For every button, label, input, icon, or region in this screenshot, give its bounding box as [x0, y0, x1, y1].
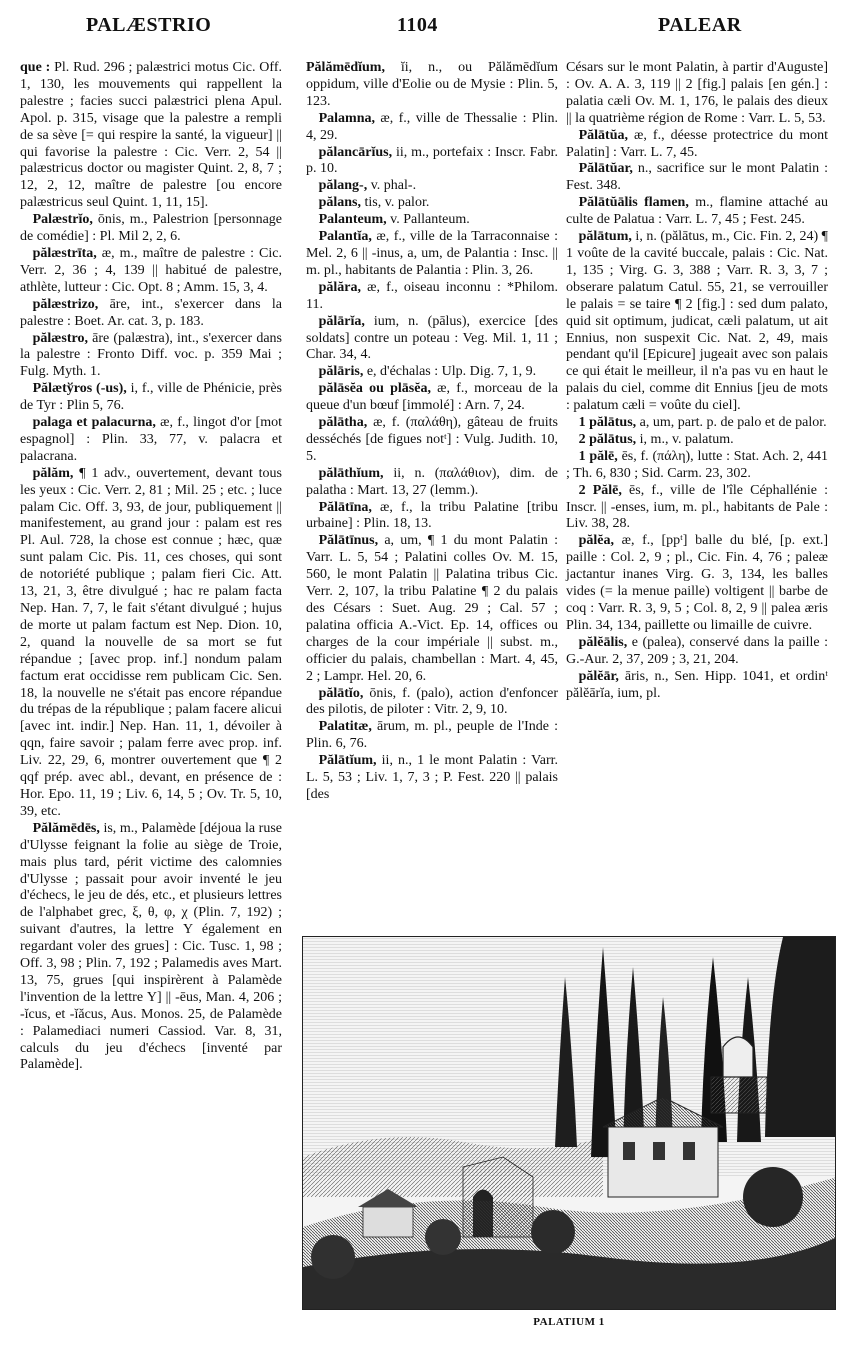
entry-definition: āris, n., Sen. Hipp. 1041, et ordinᵗ pălĕārĭa, ium, pl. — [566, 668, 828, 701]
entry-definition: tis, v. palor. — [361, 195, 430, 211]
dictionary-entry — [566, 533, 828, 634]
dictionary-entry — [20, 331, 282, 382]
dictionary-entry — [566, 161, 828, 195]
entry-headword: 1 pălātus, — [578, 415, 637, 431]
entry-headword: 2 Pălē, — [578, 482, 622, 498]
entry-definition: ii, n. (παλάθιον), dim. de palatha : Mart. 13, 27 (lemm.). — [306, 465, 558, 498]
dictionary-entry — [306, 178, 558, 195]
right-guide-word: PALEAR — [658, 14, 742, 36]
entry-headword: Pălātĭum, — [318, 753, 377, 769]
dictionary-entry — [566, 415, 828, 432]
dictionary-entry — [306, 381, 558, 415]
entry-definition: ēs, f. (πάλη), lutte : Stat. Ach. 2, 441 ; Th. 6, 830 ; Sid. Carm. 23, 302. — [566, 448, 828, 481]
left-column — [20, 60, 282, 1350]
dictionary-entry — [566, 449, 828, 483]
entry-definition: ōnis, m., Palestrion [personnage de comédie] : Pl. Mil 2, 2, 6. — [20, 212, 282, 245]
entry-headword: 2 pălātus, — [578, 431, 637, 447]
entry-definition: æ, f., ville de Thessalie : Plin. 4, 29. — [306, 110, 558, 143]
entry-headword: pălans, — [318, 195, 362, 211]
dictionary-entry — [20, 466, 282, 821]
entry-definition: Pl. Rud. 296 ; palæstrici motus Cic. Off. 1, 130, les mouvements qui rappellent la palestre ; facies succi palæstrici plena Apul. Apol. p. 315, visage que la palestre a rempli de sa sève [= qui respire la santé, la vigueur] || qui favorise la palestre : Cic. Verr. 2, 54 || palæstricus doctor ou magister Quint. 2, 8, 7 ; 12, 2, 12, maître de palestre [ou encore palæstricus seul Quint. 1, 11, 15]. — [20, 60, 282, 211]
dictionary-entry — [306, 533, 558, 685]
dictionary-entry — [20, 821, 282, 1075]
entry-headword: pălancārĭus, — [318, 144, 393, 160]
entry-headword: Pălămēdēs, — [32, 820, 100, 836]
entry-headword: pălæstro, — [32, 330, 88, 346]
entry-headword: pălātĭo, — [318, 685, 364, 701]
entry-definition: ēs, f., ville de l'île Céphallénie : Inscr. || -enses, ium, m. pl., habitants de Pale : Liv. 38, 28. — [566, 482, 829, 532]
dictionary-entry — [306, 719, 558, 753]
entry-headword: pălĕa, — [578, 533, 614, 549]
entry-headword: Palanteum, — [318, 212, 387, 228]
entry-headword: Pălātīna, — [318, 499, 372, 515]
dictionary-entry — [306, 500, 558, 534]
entry-headword: Palamna, — [318, 110, 375, 126]
entry-headword: Palantĭa, — [318, 229, 372, 245]
dictionary-entry — [566, 128, 828, 162]
right-column — [566, 60, 828, 928]
entry-definition: æ, f., [ppᵗ] balle du blé, [p. ext.] paille : Col. 2, 9 ; pl., Cic. Fin. 4, 76 ; paleæ jactantur inanes Virg. G. 3, 134, les balles vides (= la menue paille) voltigent || barbe de coq : Varr. R. 3, 9, 5 ; Col. 8, 2, 9 || palea æris Plin. 34, 134, paillette ou limaille de cuivre. — [566, 533, 828, 633]
dictionary-entry — [566, 483, 828, 534]
left-guide-word: PALÆSTRIO — [86, 14, 212, 36]
entry-definition: ii, n., 1 le mont Palatin : Varr. L. 5, 53 ; Liv. 1, 7, 3 ; P. Fest. 220 || palais [des — [306, 753, 558, 802]
entry-definition: n., sacrifice sur le mont Palatin : Fest. 348. — [566, 161, 828, 194]
entry-headword: Pălætўros (-us), — [32, 381, 127, 397]
figure-caption: PALATIUM 1 — [533, 1316, 605, 1328]
dictionary-entry — [306, 415, 558, 466]
entry-definition: a, um, ¶ 1 du mont Palatin : Varr. L. 5, 54 ; Palatini colles Ov. M. 15, 560, le mont Palatin || Palatina tribus Cic. Verr. 2, 107, la tribu Palatine ¶ 2 du palais des Césars : Suet. Aug. 29 ; Cal. 57 ; palatina officia A.-Vict. Ep. 14, offices ou charges de la cour impériale || subst. m., officier du palais, chambellan : Mart. 4, 45, 2 ; Lampr. Hel. 20, 6. — [306, 533, 558, 684]
entry-headword: Pălātŭa, — [578, 127, 628, 143]
dictionary-entry — [566, 229, 828, 415]
entry-headword: pălātha, — [318, 415, 368, 431]
dictionary-entry — [566, 635, 828, 669]
entry-definition: ārum, m. pl., peuple de l'Inde : Plin. 6, 76. — [306, 719, 558, 752]
entry-definition: v. Pallanteum. — [386, 212, 470, 228]
entry-headword: Pălātŭar, — [578, 161, 633, 177]
entry-headword: pălæstrīta, — [32, 245, 97, 261]
entry-definition: is, m., Palamède [déjoua la ruse d'Ulysse feignant la folie au siège de Troie, mais plus tard, périt victime des calomnies d'Ulysse ; passait pour avoir inventé le jeu d'échecs, le jeu de dés, etc., et plusieurs lettres de l'alphabet grec, ξ, θ, φ, χ (Plin. 7, 192) ; suivant d'autres, la lettre Υ également en regardant voler des grues] : Cic. Tusc. 1, 98 ; Off. 3, 98 ; Plin. 7, 192 ; Palamedis aves Mart. 13, 75, grues [qui inspirèrent à Palamède l'invention de la lettre Υ] || -ēus, Man. 4, 206 ; -ĭcus, et -ĭăcus, Aus. Monos. 25, de Palamède : Palamediaci numeri Cassiod. Var. 8, 31, calculs du jeu d'échecs [inventé par Palamède]. — [20, 820, 282, 1073]
entry-definition: a, um, part. p. de palo et de palor. — [636, 415, 827, 431]
entry-headword: pălāris, — [318, 364, 364, 380]
entry-headword: pălæstrizo, — [32, 296, 99, 312]
palatium-engraving — [302, 936, 836, 1310]
dictionary-entry — [566, 195, 828, 229]
entry-definition: e (palea), conservé dans la paille : G.-Aur. 2, 37, 209 ; 3, 21, 204. — [566, 634, 828, 667]
entry-headword: pălāsĕa ou plāsĕa, — [318, 381, 431, 397]
entry-headword: Pălātīnus, — [318, 533, 379, 549]
entry-definition: āre, int., s'exercer dans la palestre : Boet. Ar. cat. 3, p. 183. — [20, 296, 282, 329]
entry-definition: æ, f., ville de la Tarraconnaise : Mel. 2, 6 || -inus, a, um, de Palantia : Insc. || m. pl., habitants de Palantia : Plin. 3, 26. — [306, 229, 558, 278]
entry-headword: Pălātŭālis flamen, — [578, 195, 689, 211]
entry-definition: i, f., ville de Phénicie, près de Tyr : Plin 5, 76. — [20, 381, 282, 414]
entry-definition: v. phal-. — [367, 178, 417, 194]
entry-headword: Palatitæ, — [318, 719, 372, 735]
entry-headword: pălăra, — [318, 279, 361, 295]
entry-headword: pălĕār, — [578, 668, 619, 684]
dictionary-entry — [306, 60, 558, 111]
dictionary-entry — [566, 669, 828, 703]
dictionary-entry — [306, 212, 558, 229]
dictionary-entry — [20, 381, 282, 415]
dictionary-entry — [20, 212, 282, 246]
dictionary-entry — [306, 466, 558, 500]
entry-headword: pălāthĭum, — [318, 465, 384, 481]
dictionary-entry — [566, 60, 828, 128]
entry-headword: 1 pălē, — [578, 448, 618, 464]
entry-definition: ium, n. (pālus), exercice [des soldats] contre un poteau : Veg. Mil. 1, 11 ; Char. 34, 4. — [306, 313, 558, 363]
dictionary-entry — [20, 60, 282, 212]
middle-column — [306, 60, 558, 920]
entry-definition: āre (palæstra), int., s'exercer dans la palestre : Fronto Diff. voc. p. 359 Mai ; Fulg. Myth. 1. — [20, 330, 282, 380]
dictionary-entry — [306, 195, 558, 212]
dictionary-entry — [306, 111, 558, 145]
entry-headword: pălārĭa, — [318, 313, 365, 329]
entry-definition: æ, f., morceau de la queue d'un bœuf [immolé] : Arn. 7, 24. — [306, 381, 558, 414]
dictionary-entry — [306, 145, 558, 179]
entry-definition: æ, f., oiseau inconnu : *Philom. 11. — [306, 279, 558, 312]
entry-headword: pălang-, — [318, 178, 368, 194]
dictionary-entry — [306, 314, 558, 365]
entry-headword: pălātum, — [578, 229, 632, 245]
dictionary-entry — [20, 415, 282, 466]
entry-headword: pălăm, — [32, 465, 74, 481]
dictionary-entry — [306, 364, 558, 381]
dictionary-entry — [306, 280, 558, 314]
page-header — [0, 14, 850, 48]
entry-definition: m., flamine attaché au culte de Palatua : Varr. L. 7, 45 ; Fest. 245. — [566, 195, 828, 228]
entry-definition: æ, f., lingot d'or [mot espagnol] : Plin. 33, 77, v. palacra et palacrana. — [20, 415, 282, 464]
dictionary-entry — [306, 753, 558, 804]
entry-definition: æ, f., déesse protectrice du mont Palatin] : Varr. L. 7, 45. — [566, 127, 828, 160]
entry-headword: pălĕālis, — [578, 634, 628, 650]
entry-definition: i, m., v. palatum. — [636, 431, 734, 447]
dictionary-entry — [566, 432, 828, 449]
entry-definition: Césars sur le mont Palatin, à partir d'Auguste] : Ov. A. A. 3, 119 || 2 [fig.] palais [en gén.] : palatia cæli Ov. M. 1, 176, le palais des dieux || la quatrième région de Rome : Varr. L. 5, 53. — [566, 60, 828, 126]
entry-definition: ōnis, f. (palo), action d'enfoncer des pilotis, de piloter : Vitr. 2, 9, 10. — [306, 685, 558, 718]
entry-definition: ĭi, n., ou Pălămēdĭum oppidum, ville d'Eolie ou de Mysie : Plin. 5, 123. — [306, 60, 558, 109]
dictionary-entry — [20, 246, 282, 297]
entry-headword: que : — [20, 60, 51, 75]
page-number: 1104 — [397, 14, 438, 36]
entry-definition: æ, f. (παλάθη), gâteau de fruits desséchés [de figues notᵗ] : Vulg. Judith. 10, 5. — [306, 415, 558, 464]
entry-headword: Palæstrĭo, — [32, 212, 93, 228]
entry-definition: ii, m., portefaix : Inscr. Fabr. p. 10. — [306, 144, 558, 177]
entry-definition: æ, m., maître de palestre : Cic. Verr. 2, 36 ; 4, 139 || habitué de palestre, athlète, lutteur : Cic. Opt. 8 ; Amm. 15, 3, 4. — [20, 245, 282, 295]
dictionary-entry — [20, 297, 282, 331]
entry-definition: æ, f., la tribu Palatine [tribu urbaine] : Plin. 18, 13. — [306, 499, 558, 532]
entry-headword: palaga et palacurna, — [32, 415, 156, 431]
entry-headword: Pălămēdĭum, — [306, 60, 385, 75]
entry-definition: i, n. (pălātus, m., Cic. Fin. 2, 24) ¶ 1 voûte de la cavité buccale, palais : Cic. Nat. 1, 135 ; Virg. G. 3, 388 ; Varr. R. 3, 3, 7 ; obserare palatum Catul. 55, 21, se verrouiller le palais = se taire ¶ 2 [fig.] : sed dum palato, quid sit optimum, judicat, cæli palatum, ut ait Ennius, non suspexit Cic. Nat. 2, 49, mais pendant qu'il [Epicure] jugeait avec son palais ce qui était le meilleur, il n'a pas vu en haut le palais du ciel, comme dit Ennius [jeu de mots : palatum cæli = voûte du ciel]. — [566, 229, 828, 414]
entry-definition: e, d'échalas : Ulp. Dig. 7, 1, 9. — [363, 364, 537, 380]
dictionary-entry — [306, 686, 558, 720]
entry-definition: ¶ 1 adv., ouvertement, devant tous les yeux : Cic. Verr. 2, 81 ; Mil. 25 ; etc. ; luce palam Cic. Off. 3, 93, de jour, publiquement || manifestement, au grand jour : palam est res Pl. Aul. 728, la chose est connue ; hæc, quæ sunt palam Cic. Pis. 11, ces choses, qui sont de notoriété publique ; palam fieri Cic. Att. 13, 21, 3, être divulgué ; hac re palam facta Nep. Han. 7, 7, le fait s'étant divulgué ; hujus de morte ut palam factum est Nep. Dion. 10, 2, quand la nouvelle de sa mort se fut répandue ; [avec prop. inf.] nondum palam factum erat occidisse rem publicam Cic. Sen. 18, la nouvelle ne s'était pas encore répandue du trépas de la république ; palam facere alicui [avec int. indir.] Nep. Han. 11, 1, dévoiler à qqn, faire savoir ; palam ferre avec prop. inf. Liv. 22, 29, 6, montrer ouvertement que ¶ 2 qqf prép. avec abl., devant, en présence de : Hor. Epo. 11, 19 ; Liv. 6, 14, 5 ; Ov. Tr. 5, 10, 39, etc. — [20, 465, 282, 819]
dictionary-entry — [306, 229, 558, 280]
